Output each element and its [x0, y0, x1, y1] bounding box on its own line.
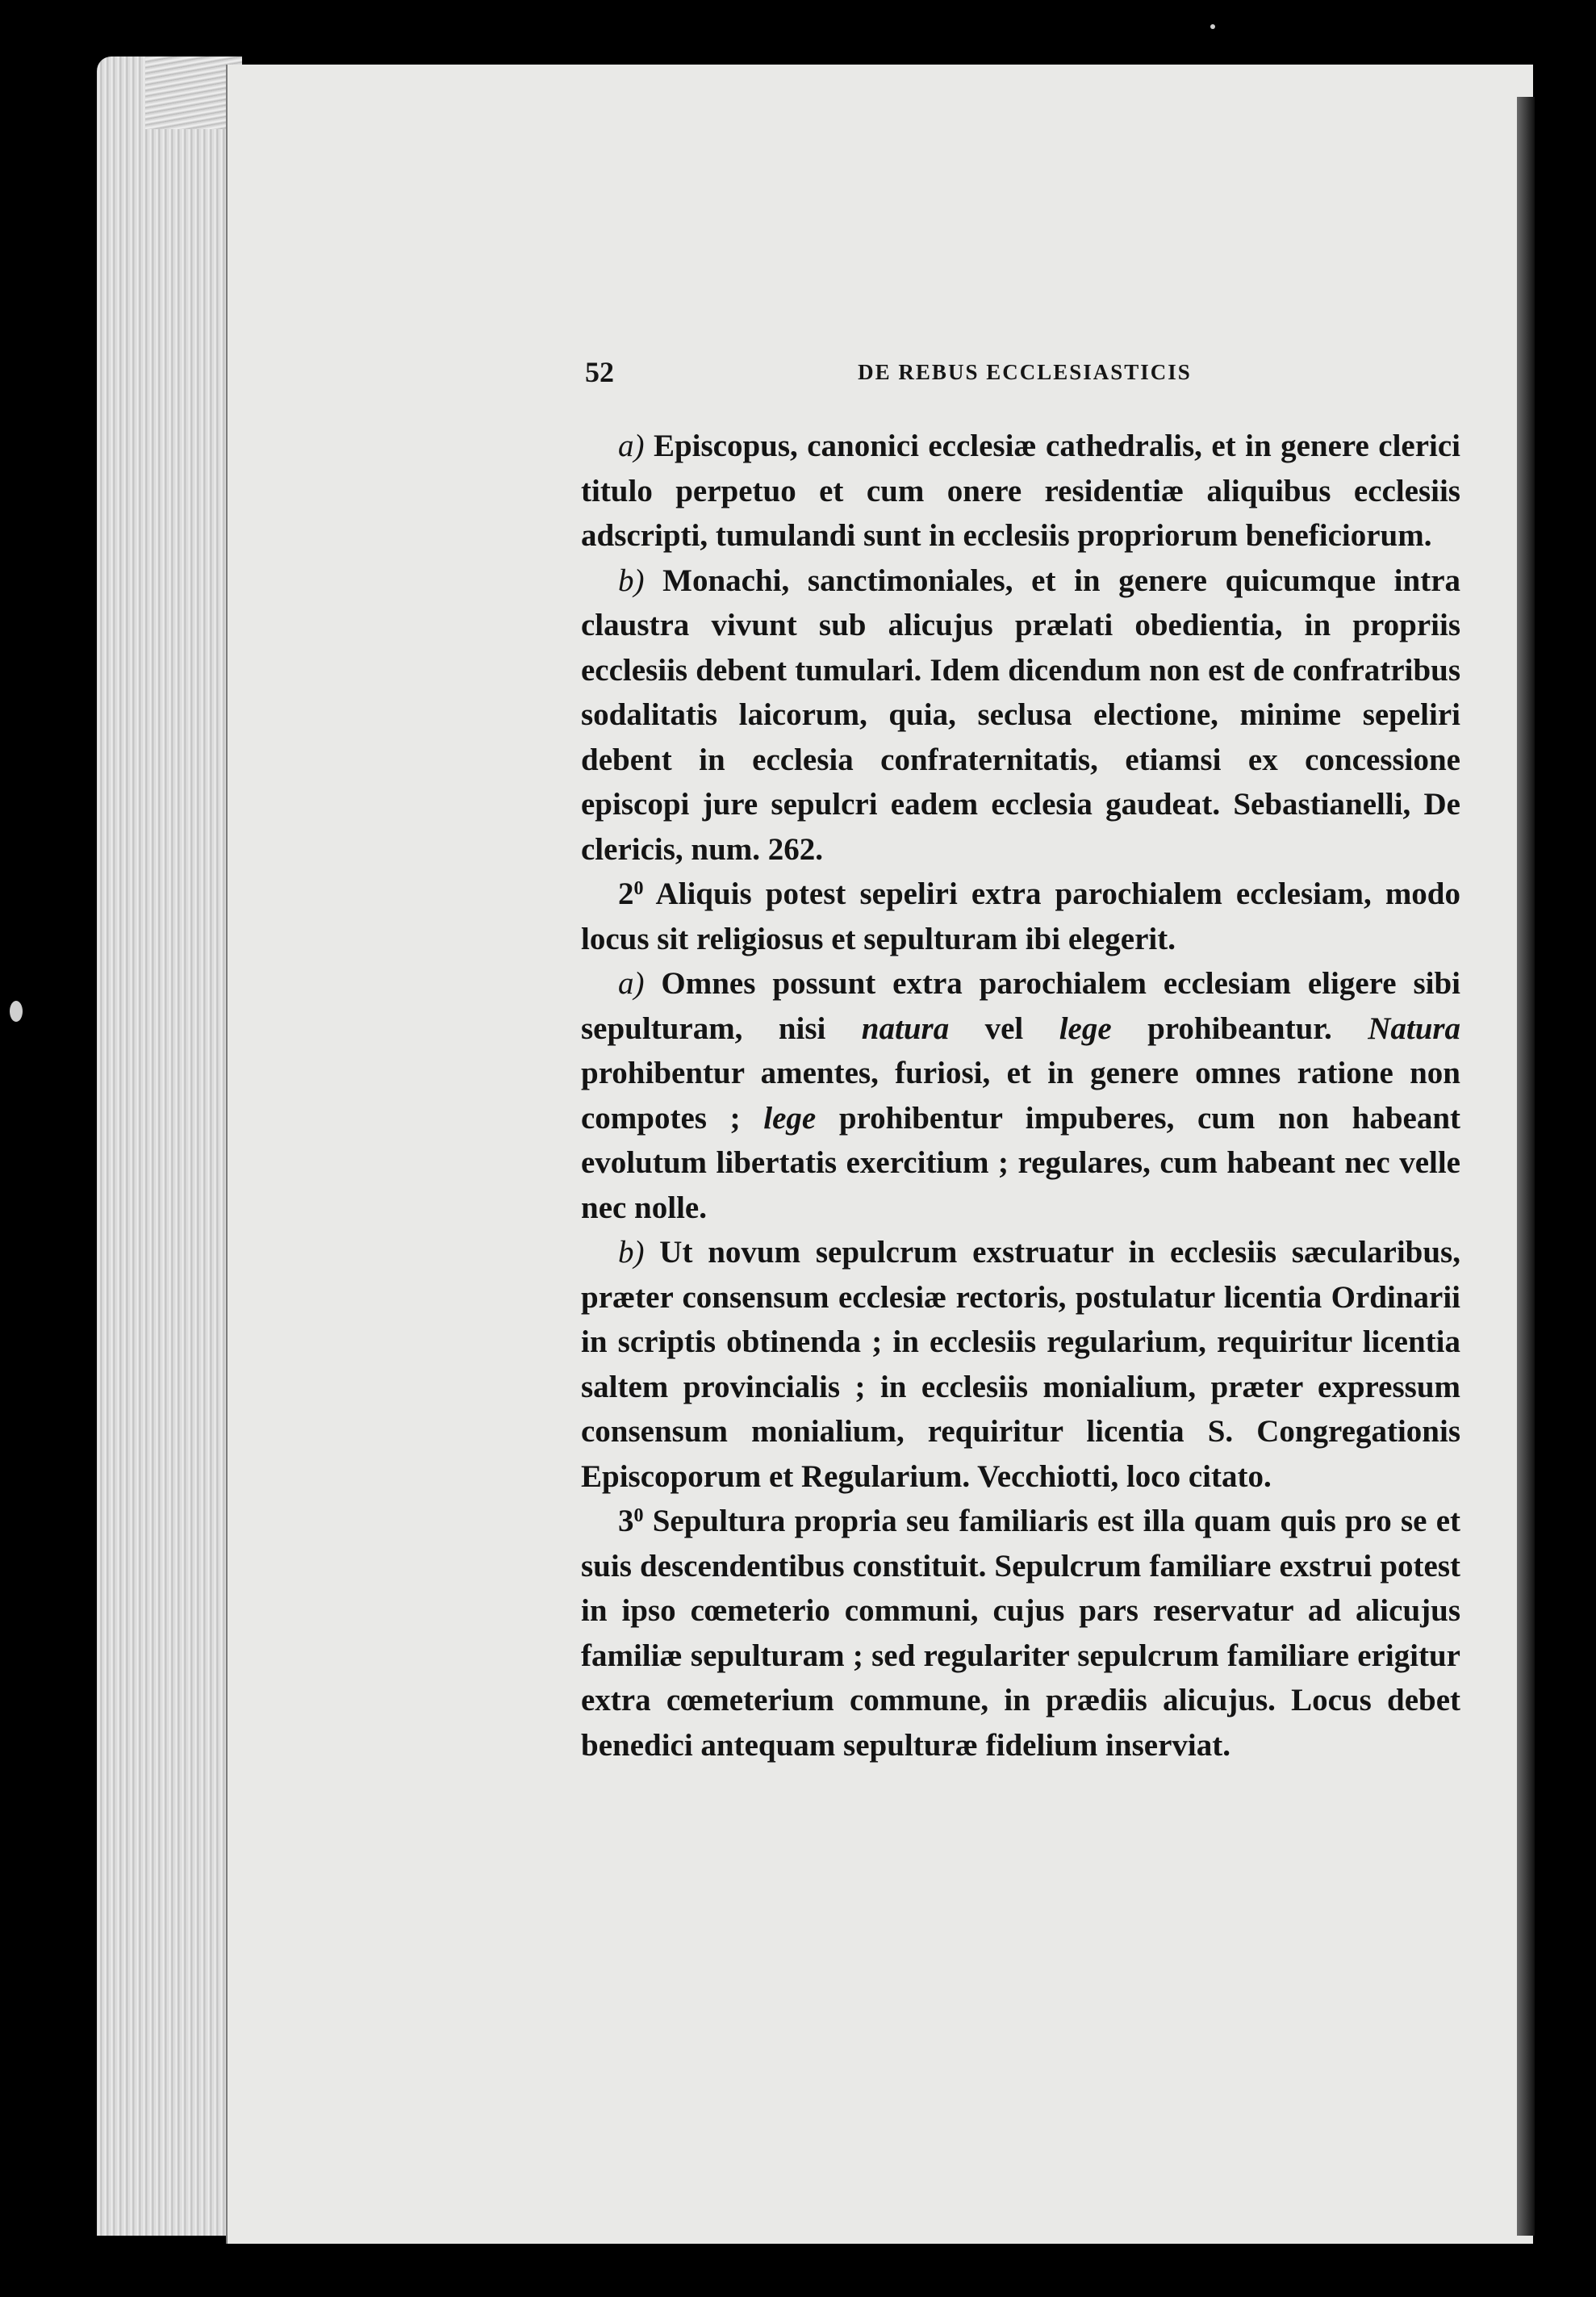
body-text — [581, 424, 1460, 1768]
scan-speck — [1210, 24, 1215, 29]
section-ordinal: 0 — [633, 878, 644, 899]
emphasis-term: Natura — [1368, 1010, 1461, 1046]
paragraph-text: vel — [984, 1010, 1024, 1046]
paragraph-a-2 — [581, 961, 1460, 1230]
emphasis-term: lege — [1059, 1010, 1112, 1046]
list-marker: a) — [618, 429, 645, 463]
paragraph-text: Aliquis potest sepeliri extra parochialem ecclesiam, modo locus sit religiosus et sepulturam ibi elegerit. — [581, 877, 1460, 956]
list-marker: b) — [618, 563, 645, 598]
running-head — [585, 355, 1464, 395]
paragraph-text: prohibeantur. — [1147, 1010, 1332, 1046]
page-gutter-shadow — [1517, 97, 1535, 2236]
emphasis-term: natura — [861, 1010, 950, 1046]
scan-speck — [10, 1001, 23, 1022]
paragraph-text: prohibentur amentes, furiosi, et in genere omnes ratione non compotes ; — [581, 1056, 1460, 1136]
running-title: DE REBUS ECCLESIASTICIS — [858, 360, 1192, 384]
page-number: 52 — [585, 356, 614, 388]
list-marker: a) — [618, 966, 645, 1001]
list-marker: b) — [618, 1235, 645, 1270]
paragraph-section-3 — [581, 1499, 1460, 1768]
book-page-edges — [97, 56, 242, 2236]
emphasis-term: lege — [763, 1100, 817, 1136]
paragraph-b-1 — [581, 559, 1460, 872]
paragraph-a-1 — [581, 424, 1460, 559]
section-ordinal: 0 — [633, 1505, 644, 1526]
paragraph-b-2 — [581, 1230, 1460, 1499]
paragraph-text: Ut novum sepulcrum exstruatur in ecclesiis sæcularibus, præter consensum ecclesiæ rectoris, postulatur licentia Ordinarii in scriptis obtinenda ; in ecclesiis regularium, requiritur licentia saltem provincialis ; in ecclesiis monialium, præter expressum consensum monialium, requiritur licentia S. Congregationis Episcoporum et Regularium. Vecchiotti, loco citato. — [581, 1235, 1460, 1494]
paragraph-text: Monachi, sanctimoniales, et in genere quicumque intra claustra vivunt sub alicujus prælati obedientia, in propriis ecclesiis debent tumulari. Idem dicendum non est de confratribus sodalitatis laicorum, quia, seclusa electione, minime sepeliri debent in ecclesia confraternitatis, etiamsi ex concessione episcopi jure sepulcri eadem ecclesia gaudeat. Sebastianelli, De clericis, num. 262. — [581, 563, 1461, 867]
section-number: 3 — [618, 1504, 634, 1538]
section-number: 2 — [618, 877, 634, 911]
paragraph-section-2 — [581, 872, 1460, 961]
paragraph-text: Omnes possunt extra parochialem ecclesiam eligere sibi sepulturam, nisi — [581, 966, 1461, 1046]
paragraph-text: Sepultura propria seu familiaris est illa quam quis pro se et suis descendentibus constituit. Sepulcrum familiare exstrui potest in ipso cœmeterio communi, cujus pars reservatur ad alicujus familiæ sepulturam ; sed regulariter sepulcrum familiare erigitur extra cœmeterium commune, in prædiis alicujus. Locus debet benedici antequam sepulturæ fidelium inserviat. — [581, 1504, 1460, 1763]
paragraph-text: prohibentur impuberes, cum non habeant evolutum libertatis exercitium ; regulares, cum habeant nec velle nec nolle. — [581, 1100, 1461, 1225]
paragraph-text: Episcopus, canonici ecclesiæ cathedralis, et in genere clerici titulo perpetuo et cum onere residentiæ aliquibus ecclesiis adscripti, tumulandi sunt in ecclesiis propriorum beneficiorum. — [581, 429, 1461, 553]
